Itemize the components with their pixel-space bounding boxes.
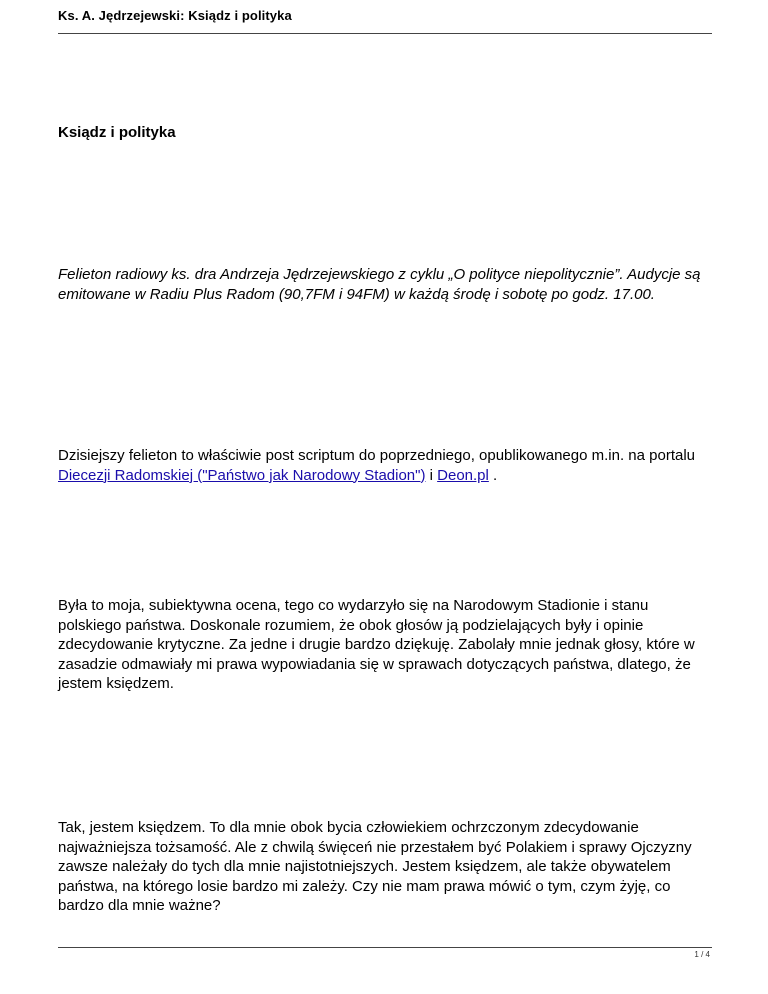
- paragraph-1: [58, 446, 713, 485]
- paragraph-1-connector: i: [425, 466, 438, 484]
- paragraph-2: Była to moja, subiektywna ocena, tego co wydarzyło się na Narodowym Stadionie i stanu polskiego państwa. Doskonale rozumiem, że obok głosów ją podzielających były i opinie zdecydowanie krytyczne. Za jedne i drugie bardzo dziękuję. Zabolały mnie jednak głosy, które w zasadzie odmawiały mi prawa wypowiadania się w sprawach dotyczących państwa, dlatego, że jestem księdzem.: [58, 597, 695, 692]
- paragraph-1-end: .: [488, 466, 498, 484]
- paragraph-1-text: Dzisiejszy felieton to właściwie post scriptum do poprzedniego, opublikowanego m.in. na portalu: [58, 447, 696, 464]
- article-intro: Felieton radiowy ks. dra Andrzeja Jędrzejewskiego z cyklu „O polityce niepolitycznie”. Audycje są emitowane w Radiu Plus Radom (90,7FM i 94FM) w każdą środę i sobotę po godz. 17.00.: [58, 266, 701, 303]
- document-header-title: Ks. A. Jędrzejewski: Ksiądz i polityka: [58, 8, 292, 23]
- article-title: Ksiądz i polityka: [58, 124, 176, 141]
- deon-link[interactable]: Deon.pl: [437, 466, 489, 484]
- paragraph-3: Tak, jestem księdzem. To dla mnie obok bycia człowiekiem ochrzczonym zdecydowanie najważniejsza tożsamość. Ale z chwilą święceń nie przestałem być Polakiem i sprawy Ojczyzny zawsze należały do tych dla mnie najistotniejszych. Jestem księdzem, ale także obywatelem państwa, na którego losie bardzo mi zależy. Czy nie mam prawa mówić o tym, czym żyję, co bardzo dla mnie ważne?: [58, 819, 692, 914]
- page-number: 1 / 4: [694, 950, 710, 959]
- footer-divider: [58, 947, 712, 948]
- diecezja-radomska-link[interactable]: Diecezji Radomskiej ("Państwo jak Narodowy Stadion"): [58, 466, 426, 484]
- header-divider: [58, 33, 712, 34]
